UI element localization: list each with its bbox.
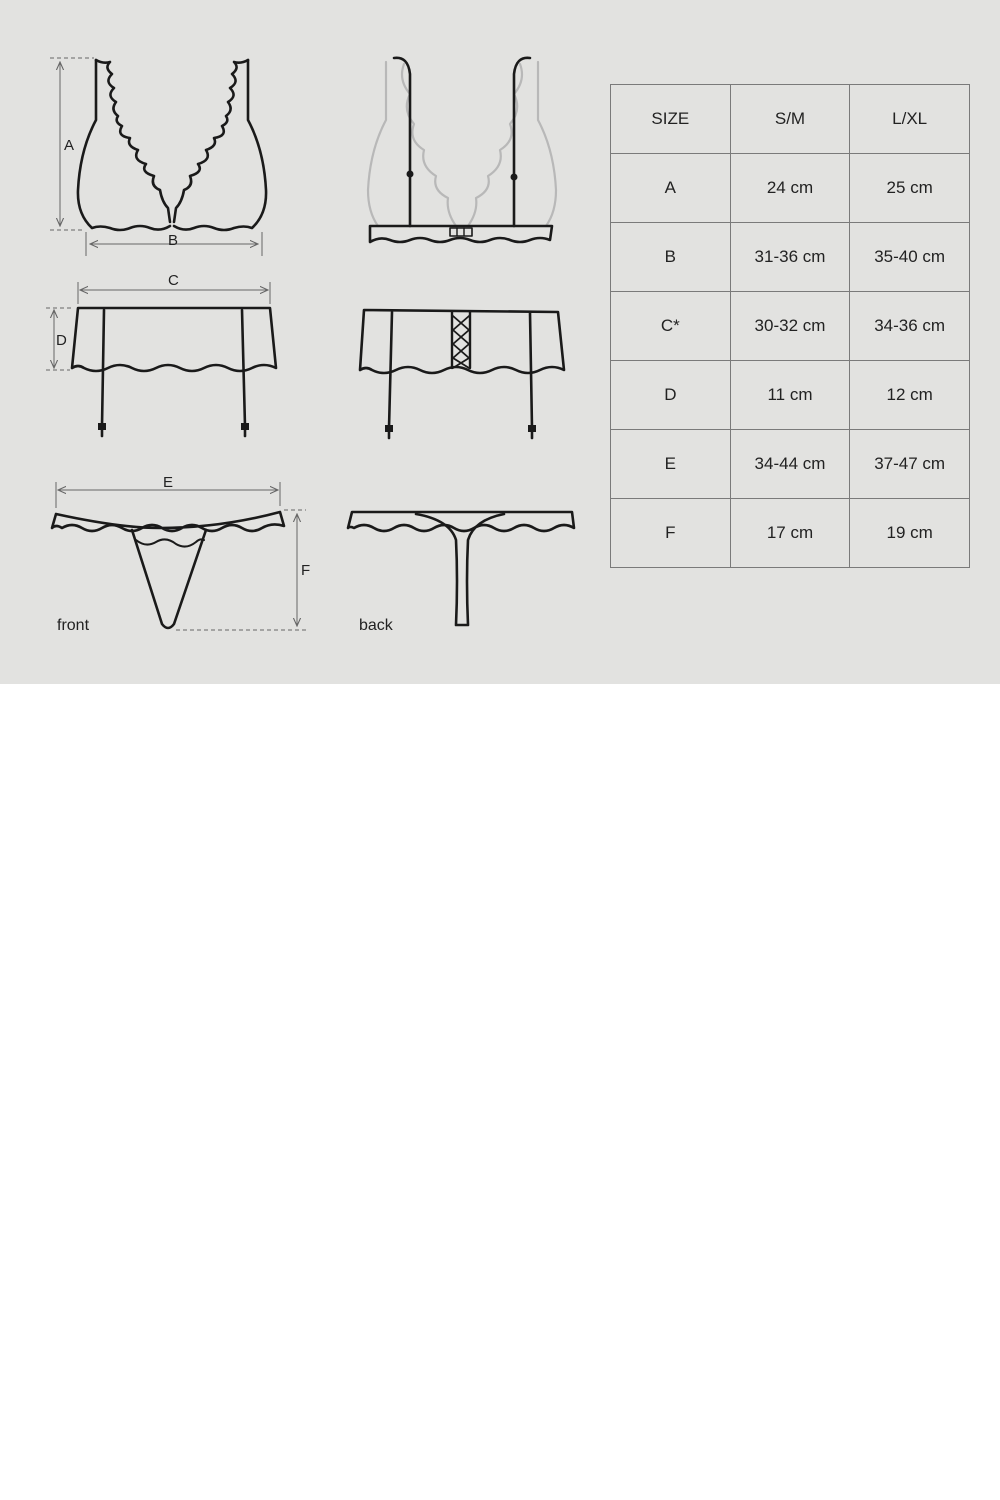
size-cell: D xyxy=(611,361,731,430)
dimension-label-e: E xyxy=(163,474,174,491)
garter-belt-front-dimensions xyxy=(46,282,270,370)
table-row xyxy=(611,430,970,499)
sm-cell: 17 cm xyxy=(730,499,850,568)
bra-front-drawing xyxy=(78,60,266,230)
size-cell: A xyxy=(611,154,731,223)
thong-front-dimensions xyxy=(56,482,306,630)
thong-back-drawing xyxy=(348,512,574,625)
size-cell: C* xyxy=(611,292,731,361)
size-table-header-row xyxy=(611,85,970,154)
sm-cell: 31-36 cm xyxy=(730,223,850,292)
sm-cell: 30-32 cm xyxy=(730,292,850,361)
lxl-cell: 25 cm xyxy=(850,154,970,223)
lxl-cell: 37-47 cm xyxy=(850,430,970,499)
size-table-header-size: SIZE xyxy=(611,85,731,154)
lxl-cell: 12 cm xyxy=(850,361,970,430)
blank-area xyxy=(0,684,1000,1500)
lxl-cell: 35-40 cm xyxy=(850,223,970,292)
table-row xyxy=(611,499,970,568)
dimension-label-d: D xyxy=(56,332,67,349)
sm-cell: 34-44 cm xyxy=(730,430,850,499)
garter-belt-back-drawing xyxy=(360,310,564,438)
dimension-label-f: F xyxy=(301,562,311,579)
size-cell: F xyxy=(611,499,731,568)
lxl-cell: 34-36 cm xyxy=(850,292,970,361)
size-cell: B xyxy=(611,223,731,292)
dimension-label-c: C xyxy=(168,272,179,289)
table-row xyxy=(611,292,970,361)
dimension-label-b: B xyxy=(168,232,179,249)
table-row xyxy=(611,154,970,223)
size-table-header-sm: S/M xyxy=(730,85,850,154)
dimension-label-a: A xyxy=(64,137,75,154)
thong-front-drawing xyxy=(52,512,284,628)
sm-cell: 24 cm xyxy=(730,154,850,223)
table-row xyxy=(611,361,970,430)
table-row xyxy=(611,223,970,292)
garter-belt-front-drawing xyxy=(72,308,276,436)
size-cell: E xyxy=(611,430,731,499)
view-label-front: front xyxy=(57,617,90,634)
view-label-back: back xyxy=(359,617,393,634)
size-table-header-lxl: L/XL xyxy=(850,85,970,154)
lxl-cell: 19 cm xyxy=(850,499,970,568)
bra-back-drawing xyxy=(368,58,556,242)
garment-diagram xyxy=(0,0,600,684)
size-table xyxy=(610,84,970,568)
sm-cell: 11 cm xyxy=(730,361,850,430)
